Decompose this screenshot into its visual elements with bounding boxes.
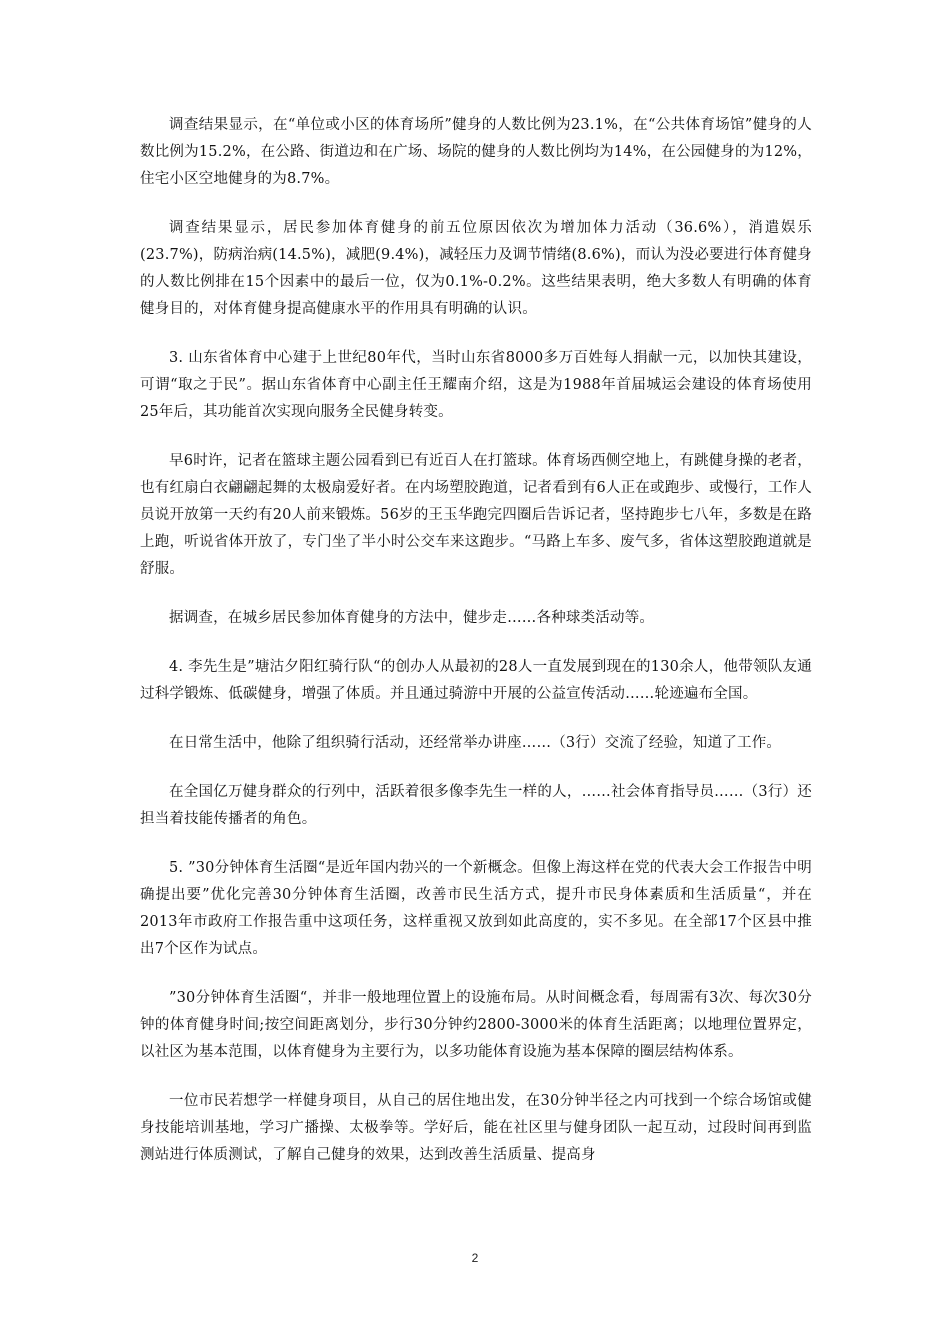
page-number: 2	[471, 1251, 479, 1265]
paragraph-reasons-survey: 调查结果显示，居民参加体育健身的前五位原因依次为增加体力活动（36.6%），消遣娱乐(23.7%)，防病治病(14.5%)，减肥(9.4%)，减轻压力及调节情绪(8.6%)，而认为没必要进行体育健身的人数比例排在15个因素中的最后一位，仅为0.1%-0.2%。这些结果表明，绝大多数人有明确的体育健身目的，对体育健身提高健康水平的作用具有明确的认识。	[140, 220, 812, 317]
paragraph-shandong-center: 3. 山东省体育中心建于上世纪80年代，当时山东省8000多万百姓每人捐献一元，以加快其建设，可谓“取之于民”。据山东省体育中心副主任王耀南介绍，这是为1988年首届城运会建设的体育场使用25年后，其功能首次实现向服务全民健身转变。	[140, 350, 812, 420]
paragraph-citizen-example: 一位市民若想学一样健身项目，从自己的居住地出发，在30分钟半径之内可找到一个综合场馆或健身技能培训基地，学习广播操、太极拳等。学好后，能在社区里与健身团队一起互动，过段时间再到监测站进行体质测试，了解自己健身的效果，达到改善生活质量、提高身	[140, 1093, 812, 1163]
paragraph-fitness-guides: 在全国亿万健身群众的行列中，活跃着很多像李先生一样的人，……社会体育指导员……（3行）还担当着技能传播者的角色。	[140, 784, 812, 827]
paragraph-venue-survey: 调查结果显示，在“单位或小区的体育场所”健身的人数比例为23.1%，在“公共体育场馆”健身的人数比例为15.2%，在公路、街道边和在广场、场院的健身的人数比例均为14%，在公园健身的为12%，住宅小区空地健身的为8.7%。	[140, 117, 812, 187]
paragraph-cycling-team: 4. 李先生是”塘沽夕阳红骑行队“的创办人从最初的28人一直发展到现在的130余人，他带领队友通过科学锻炼、低碳健身，增强了体质。并且通过骑游中开展的公益宣传活动……轮迹遍布全国。	[140, 659, 812, 702]
paragraph-sports-circle-concept: 5. ”30分钟体育生活圈“是近年国内勃兴的一个新概念。但像上海这样在党的代表大会工作报告中明确提出要”优化完善30分钟体育生活圈，改善市民生活方式，提升市民身体素质和生活质量“，并在2013年市政府工作报告重中这项任务，这样重视又放到如此高度的，实不多见。在全部17个区县中推出7个区作为试点。	[140, 860, 812, 957]
paragraph-daily-life: 在日常生活中，他除了组织骑行活动，还经常举办讲座……（3行）交流了经验，知道了工作。	[169, 735, 782, 751]
paragraph-morning-scene: 早6时许，记者在篮球主题公园看到已有近百人在打篮球。体育场西侧空地上，有跳健身操的老者，也有红扇白衣翩翩起舞的太极扇爱好者。在内场塑胶跑道，记者看到有6人正在或跑步、或慢行，工作人员说开放第一天约有20人前来锻炼。56岁的王玉华跑完四圈后告诉记者，坚持跑步七八年，多数是在路上跑，听说省体开放了，专门坐了半小时公交车来这跑步。“马路上车多、废气多，省体这塑胶跑道就是舒服。	[140, 453, 812, 577]
paragraph-sports-circle-definition: ”30分钟体育生活圈“，并非一般地理位置上的设施布局。从时间概念看，每周需有3次、每次30分钟的体育健身时间;按空间距离划分，步行30分钟约2800-3000米的体育生活距离；以地理位置界定，以社区为基本范围，以体育健身为主要行为，以多功能体育设施为基本保障的圈层结构体系。	[140, 990, 812, 1060]
paragraph-methods-survey: 据调查，在城乡居民参加体育健身的方法中，健步走……各种球类活动等。	[169, 610, 655, 626]
document-body	[140, 112, 812, 1191]
